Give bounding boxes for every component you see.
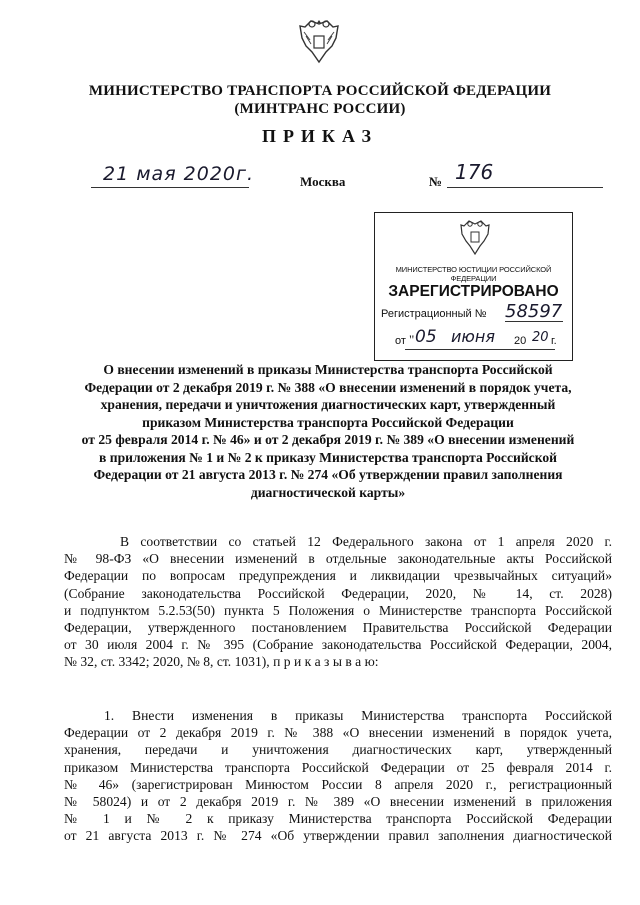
document-type: ПРИКАЗ [261, 126, 379, 146]
paragraph-line: № 58024) и от 2 декабря 2019 г. № 389 «О внесении изменений в приложения [64, 794, 612, 810]
paragraph-line: от 21 августа 2013 г. № 274 «Об утверждении правил заполнения диагностической [64, 828, 612, 844]
ministry-name: МИНИСТЕРСТВО ТРАНСПОРТА РОССИЙСКОЙ ФЕДЕРАЦИИ [88, 83, 552, 99]
city: Москва [300, 174, 346, 189]
number-label: № [429, 174, 443, 189]
paragraph-line: Федерации, утвержденного постановлением Правительства Российской Федерации [64, 620, 612, 636]
stamp-year-suffix: г. [551, 335, 557, 347]
paragraph-line: от 30 июля 2004 г. № 395 (Собрание законодательства Российской Федерации, 2004, [64, 637, 612, 653]
stamp-month: июня [451, 327, 495, 346]
paragraph-line: Федерации по вопросам предупреждения и ликвидации чрезвычайных ситуаций» [64, 568, 612, 584]
number-underline [447, 187, 603, 188]
document-title [48, 361, 608, 501]
stamp-registered: ЗАРЕГИСТРИРОВАНО [388, 283, 559, 300]
stamp-ministry: МИНИСТЕРСТВО ЮСТИЦИИ РОССИЙСКОЙ ФЕДЕРАЦИИ [395, 265, 552, 283]
order-number: 176 [455, 160, 494, 184]
paragraph-line: № 46» (зарегистрирован Минюстом России 8 апреля 2020 г., регистрационный [64, 776, 612, 792]
stamp-day: 05 [415, 327, 437, 347]
stamp-reg-label: Регистрационный № [381, 308, 487, 320]
title-line: хранения, передачи и уничтожения диагностических карт, утвержденный [100, 397, 556, 412]
paragraph-line: В соответствии со статьей 12 Федерального закона от 1 апреля 2020 г. [120, 534, 612, 549]
stamp-year-prefix: 20 [514, 335, 527, 347]
ministry-short-name: (МИНТРАНС РОССИИ) [234, 101, 406, 117]
coat-of-arms-icon [296, 18, 342, 66]
order-date: 21 мая 2020г. [103, 163, 255, 185]
paragraph-line: № 1 и № 2 к приказу Министерства транспорта Российской Федерации [64, 811, 612, 827]
item-1-paragraph [64, 707, 612, 845]
paragraph-line: (Собрание законодательства Российской Федерации, 2020, № 14, ст. 2028) [64, 585, 612, 601]
title-line: в приложения № 1 и № 2 к приказу Министерства транспорта Российской [99, 449, 557, 465]
paragraph-line: № 32, ст. 3342; 2020, № 8, ст. 1031), п р и к а з ы в а ю: [64, 654, 379, 670]
paragraph-line: и подпунктом 5.2.53(50) пункта 5 Положения о Министерстве транспорта Российской [64, 602, 612, 618]
paragraph-line: хранения, передачи и уничтожения диагностических карт, утвержденный [64, 742, 612, 758]
title-line: О внесении изменений в приказы Министерства транспорта Российской [103, 362, 553, 377]
date-underline [91, 187, 249, 188]
stamp-date-underline [405, 349, 555, 350]
paragraph-line: 1. Внести изменения в приказы Министерства транспорта Российской [104, 708, 612, 723]
title-line: диагностической карты» [250, 484, 406, 500]
title-line: Федерации от 21 августа 2013 г. № 274 «Об утверждении правил заполнения [93, 467, 563, 482]
preamble-paragraph [64, 533, 612, 671]
stamp-coat-of-arms-icon [458, 219, 492, 257]
paragraph-line: приказом Министерства транспорта Российской Федерации от 25 февраля 2014 г. [64, 759, 612, 775]
paragraph-line: № 98-ФЗ «О внесении изменений в отдельные законодательные акты Российской [64, 551, 612, 567]
registration-stamp [374, 212, 573, 361]
stamp-year-suffix-hand: 20 [532, 330, 549, 345]
stamp-from-label: от [395, 335, 406, 347]
stamp-quote: " [409, 332, 415, 347]
paragraph-line: Федерации от 2 декабря 2019 г. № 388 «О внесении изменений в порядок учета, [64, 725, 612, 741]
title-line: от 25 февраля 2014 г. № 46» и от 2 декабря 2019 г. № 389 «О внесении изменений [81, 432, 575, 447]
stamp-reg-number: 58597 [505, 301, 563, 322]
stamp-reg-underline [505, 321, 563, 322]
title-line: Федерации от 2 декабря 2019 г. № 388 «О внесении изменений в порядок учета, [84, 379, 572, 395]
title-line: приказом Министерства транспорта Российской Федерации [142, 414, 514, 430]
